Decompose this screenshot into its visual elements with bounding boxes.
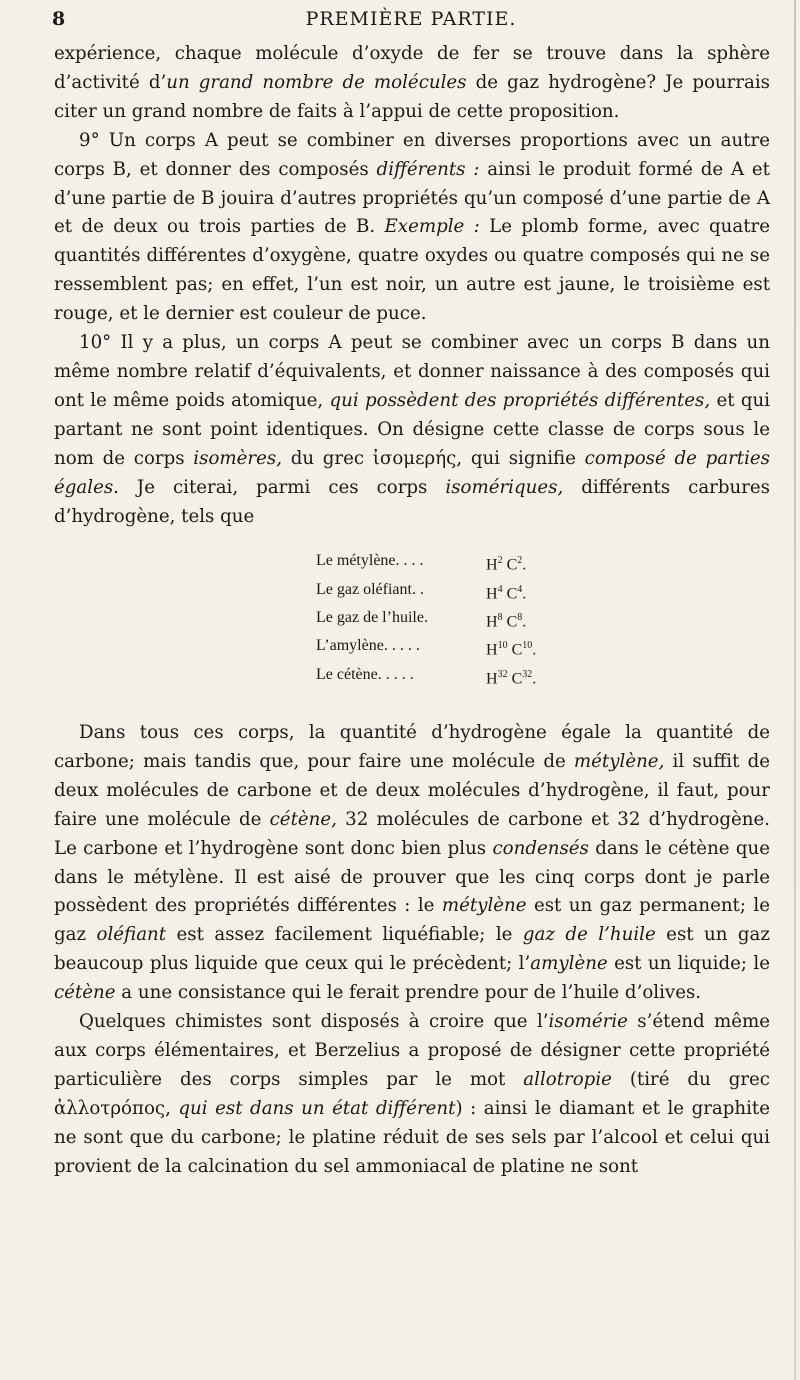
formula-table bbox=[316, 549, 770, 691]
text-run: et qui partant ne sont point identiques. On désigne cette classe de corps sous le nom de corps bbox=[54, 389, 770, 469]
compound-name: Le gaz de l’huile. bbox=[316, 609, 428, 627]
italic-run: gaz de l’huile bbox=[522, 924, 656, 946]
formula-row bbox=[316, 549, 770, 577]
compound-formula: $H^{32}$ $C^{32}$. bbox=[486, 668, 537, 688]
text-run: 9° Un corps A peut se combiner en diverses proportions avec un autre corps B, et donner des composés bbox=[54, 129, 770, 180]
text-run: ) : ainsi le diamant et le graphite ne sont que du carbone; le platine réduit de ses sels par l’alcool et celui qui provient de la calcination du sel ammoniacal de platine ne sont bbox=[54, 1097, 770, 1177]
compound-formula: $H^{10}$ $C^{10}$. bbox=[486, 640, 537, 659]
formula-row bbox=[316, 634, 770, 662]
text-run: il suffit de deux molécules de carbone et de deux molécules d’hydrogène, il faut, pour faire une molécule de bbox=[54, 750, 770, 830]
compound-name: L’amylène. . . . . bbox=[316, 637, 420, 655]
text-run: Je citerai, parmi ces corps bbox=[118, 476, 446, 498]
text-run: de gaz hydrogène? Je pourrais citer un grand nombre de faits à l’appui de cette proposition. bbox=[54, 71, 771, 122]
italic-run: cétène bbox=[54, 982, 116, 1004]
compound-name: Le métylène. . . . bbox=[316, 552, 424, 570]
italic-run: métylène bbox=[441, 895, 527, 917]
italic-run: Exemple : bbox=[384, 216, 480, 238]
text-run: Le plomb forme, avec quatre quantités différentes d’oxygène, quatre oxydes ou quatre composés qui ne se ressemblent pas; en effet, l’un est noir, un autre est jaune, le troisième est rouge, et le dernier est couleur de puce. bbox=[54, 216, 770, 325]
italic-run: isomériques, bbox=[445, 476, 564, 498]
formula-row bbox=[316, 606, 770, 634]
text-run: 10° Il y a plus, un corps A peut se combiner avec un corps B dans un même nombre relatif d’équivalents, et donner naissance à des composés qui ont le même poids atomique, bbox=[54, 332, 770, 411]
text-run: a une consistance qui le ferait prendre pour de l’huile d’olives. bbox=[115, 982, 702, 1004]
text-run: ainsi le produit formé de A et d’une partie de B jouira d’autres propriétés qu’un composé d’une partie de A et de deux ou trois parties de B. bbox=[54, 158, 770, 238]
text-run: expérience, chaque molécule d’oxyde de fer se trouve dans la sphère d’activité d’ bbox=[54, 43, 770, 93]
italic-run: condensés bbox=[492, 837, 589, 859]
italic-run: qui est dans un état différent bbox=[178, 1097, 456, 1119]
italic-run: un grand nombre de molécules bbox=[166, 71, 467, 93]
italic-run: amylène bbox=[530, 953, 608, 975]
text-run: dans le cétène que dans le métylène. Il est aisé de prouver que les cinq corps dont je parle possèdent des propriétés différentes : le bbox=[54, 837, 771, 917]
text-run: est un gaz permanent; le gaz bbox=[54, 895, 770, 946]
text-run: est assez facilement liquéfiable; le bbox=[166, 924, 523, 946]
italic-run: isomères, bbox=[193, 447, 282, 469]
italic-run: isomérie bbox=[548, 1011, 628, 1033]
formula-row bbox=[316, 663, 770, 691]
italic-run: cétène, bbox=[269, 808, 337, 830]
italic-run: allotropie bbox=[523, 1068, 612, 1090]
text-run: (tiré du grec ἀλλοτρόπος, bbox=[54, 1068, 770, 1119]
paragraph-9 bbox=[54, 127, 770, 329]
paragraph-isomers-discussion bbox=[54, 719, 770, 1008]
text-run: s’étend même aux corps élémentaires, et Berzelius a proposé de désigner cette propriété particulière des corps simples par le mot bbox=[54, 1011, 770, 1090]
italic-run: qui possèdent des propriétés différentes, bbox=[329, 389, 711, 411]
paragraph-continuation bbox=[54, 40, 770, 127]
italic-run: métylène, bbox=[573, 750, 665, 772]
compound-formula: $H^4$ $C^4$. bbox=[486, 583, 527, 603]
compound-formula: $H^2$ $C^2$. bbox=[486, 555, 527, 574]
paragraph-10 bbox=[54, 329, 770, 531]
text-run: Dans tous ces corps, la quantité d’hydrogène égale la quantité de carbone; mais tandis que, pour faire une molécule de bbox=[54, 722, 770, 772]
text-run: est un liquide; le bbox=[607, 953, 770, 975]
text-run: du grec ἰσομερής, qui signifie bbox=[281, 447, 585, 469]
formula-row bbox=[316, 578, 770, 606]
page-header bbox=[52, 4, 770, 36]
text-run: est un gaz beaucoup plus liquide que ceux qui le précèdent; l’ bbox=[54, 924, 770, 975]
compound-name: Le gaz oléfiant. . bbox=[316, 580, 424, 598]
compound-name: Le cétène. . . . . bbox=[316, 665, 414, 683]
text-run: Quelques chimistes sont disposés à croire que l’ bbox=[79, 1011, 549, 1033]
italic-run: différents : bbox=[376, 158, 480, 180]
paragraph-allotropy bbox=[54, 1008, 770, 1181]
italic-run: composé de parties égales. bbox=[54, 447, 770, 498]
page-number: 8 bbox=[52, 8, 67, 30]
text-run: différents carbures d’hydrogène, tels que bbox=[54, 476, 770, 527]
page-edge-shadow bbox=[794, 0, 796, 1380]
body-text bbox=[54, 40, 770, 1182]
compound-formula: $H^8$ $C^8$. bbox=[486, 612, 527, 631]
running-title: PREMIÈRE PARTIE. bbox=[305, 8, 517, 30]
italic-run: oléfiant bbox=[96, 924, 167, 946]
text-run: 32 molécules de carbone et 32 d’hydrogène. Le carbone et l’hydrogène sont donc bien plus bbox=[54, 808, 771, 859]
